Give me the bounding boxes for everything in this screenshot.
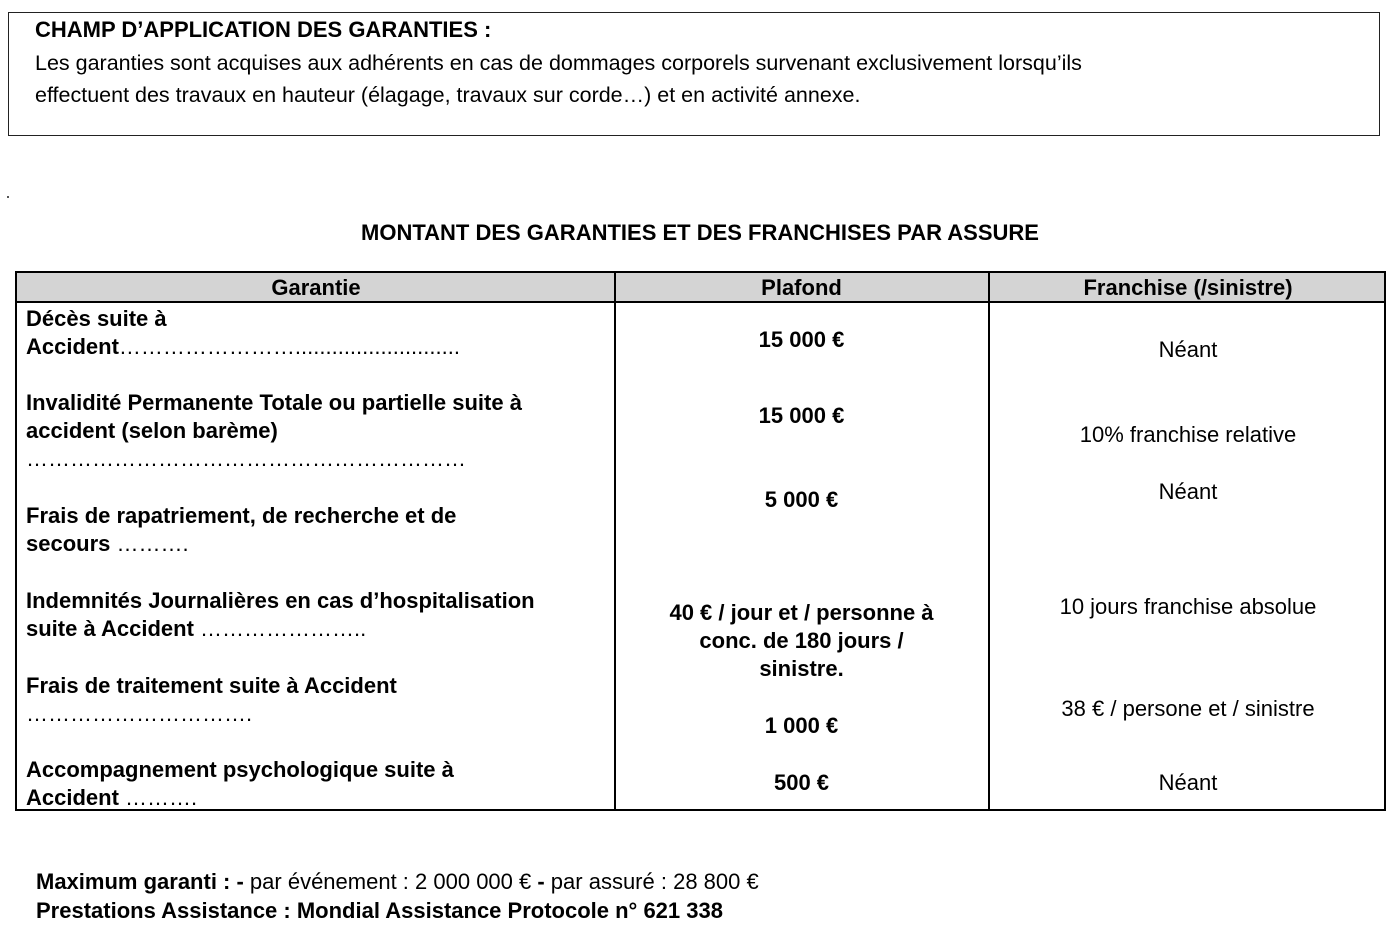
header-garantie: Garantie: [271, 275, 361, 300]
plafond-indemnites-line-3: sinistre.: [759, 656, 844, 681]
guarantee-line: Frais de traitement suite à Accident: [26, 673, 397, 698]
table-header: [17, 273, 1384, 303]
plafond-indemnites-line-2: conc. de 180 jours /: [699, 628, 904, 653]
leader-dots: ……….: [110, 531, 189, 556]
franchise-indemnites: 10 jours franchise absolue: [1059, 594, 1317, 619]
guarantee-line: Décès suite à: [26, 306, 167, 331]
leader-dots: ……………………………………………………: [26, 446, 466, 471]
guarantee-traitement: [26, 672, 611, 728]
guarantees-table: [15, 271, 1386, 811]
guarantee-deces: [26, 305, 611, 361]
maximum-guarantee-line: [36, 869, 759, 895]
maximum-per-insured: par assuré : 28 800 €: [544, 869, 759, 894]
guarantee-line: secours: [26, 531, 111, 556]
franchise-traitement: 38 € / persone et / sinistre: [1061, 696, 1315, 721]
maximum-per-event: par événement : 2 000 000 €: [243, 869, 538, 894]
guarantee-line: Invalidité Permanente Totale ou partielle suite à: [26, 390, 522, 415]
guarantee-rapatriement: [26, 502, 611, 558]
guarantee-line: Frais de rapatriement, de recherche et de: [26, 503, 457, 528]
plafond-deces: 15 000 €: [758, 327, 845, 352]
plafond-psychologique: 500 €: [773, 770, 830, 795]
franchise-psychologique: Néant: [1158, 770, 1218, 795]
maximum-label: Maximum garanti : -: [36, 869, 244, 894]
plafond-indemnites-line-1: 40 € / jour et / personne à: [669, 600, 934, 625]
section-title: MONTANT DES GARANTIES ET DES FRANCHISES PAR ASSURE: [361, 220, 1039, 245]
guarantee-indemnites: [26, 587, 611, 643]
plafond-invalidite: 15 000 €: [758, 403, 845, 428]
plafond-traitement: 1 000 €: [764, 713, 839, 738]
plafond-rapatriement: 5 000 €: [764, 487, 839, 512]
leader-dots: ………………………….: [26, 701, 253, 726]
guarantee-line: suite à Accident: [26, 616, 194, 641]
stray-dot: [7, 196, 9, 198]
guarantee-line: Indemnités Journalières en cas d’hospitalisation: [26, 588, 535, 613]
scope-box: [8, 12, 1380, 136]
guarantee-line: accident (selon barème): [26, 418, 278, 443]
guarantee-line: Accident: [26, 785, 119, 810]
scope-text-line-2: effectuent des travaux en hauteur (élagage, travaux sur corde…) et en activité annexe.: [35, 83, 861, 107]
assistance-line: Prestations Assistance : Mondial Assistance Protocole n° 621 338: [36, 898, 723, 923]
franchise-rapatriement: Néant: [1158, 479, 1218, 504]
franchise-invalidite: 10% franchise relative: [1079, 422, 1297, 447]
scope-title: CHAMP D’APPLICATION DES GARANTIES :: [35, 17, 492, 42]
leader-dots: …………………..: [193, 616, 367, 641]
header-franchise: Franchise (/sinistre): [1083, 275, 1293, 300]
guarantee-invalidite: [26, 389, 611, 473]
guarantee-line: Accompagnement psychologique suite à: [26, 757, 454, 782]
leader-dots: ……………………...........................: [118, 334, 460, 359]
scope-text-line-1: Les garanties sont acquises aux adhérents en cas de dommages corporels survenant exclusivement lorsqu’ils: [35, 51, 1082, 75]
guarantee-line: Accident: [26, 334, 119, 359]
franchise-deces: Néant: [1158, 337, 1218, 362]
leader-dots: ……….: [118, 785, 198, 810]
guarantee-psychologique: [26, 756, 611, 812]
header-plafond: Plafond: [761, 275, 842, 300]
maximum-separator: -: [537, 869, 545, 894]
